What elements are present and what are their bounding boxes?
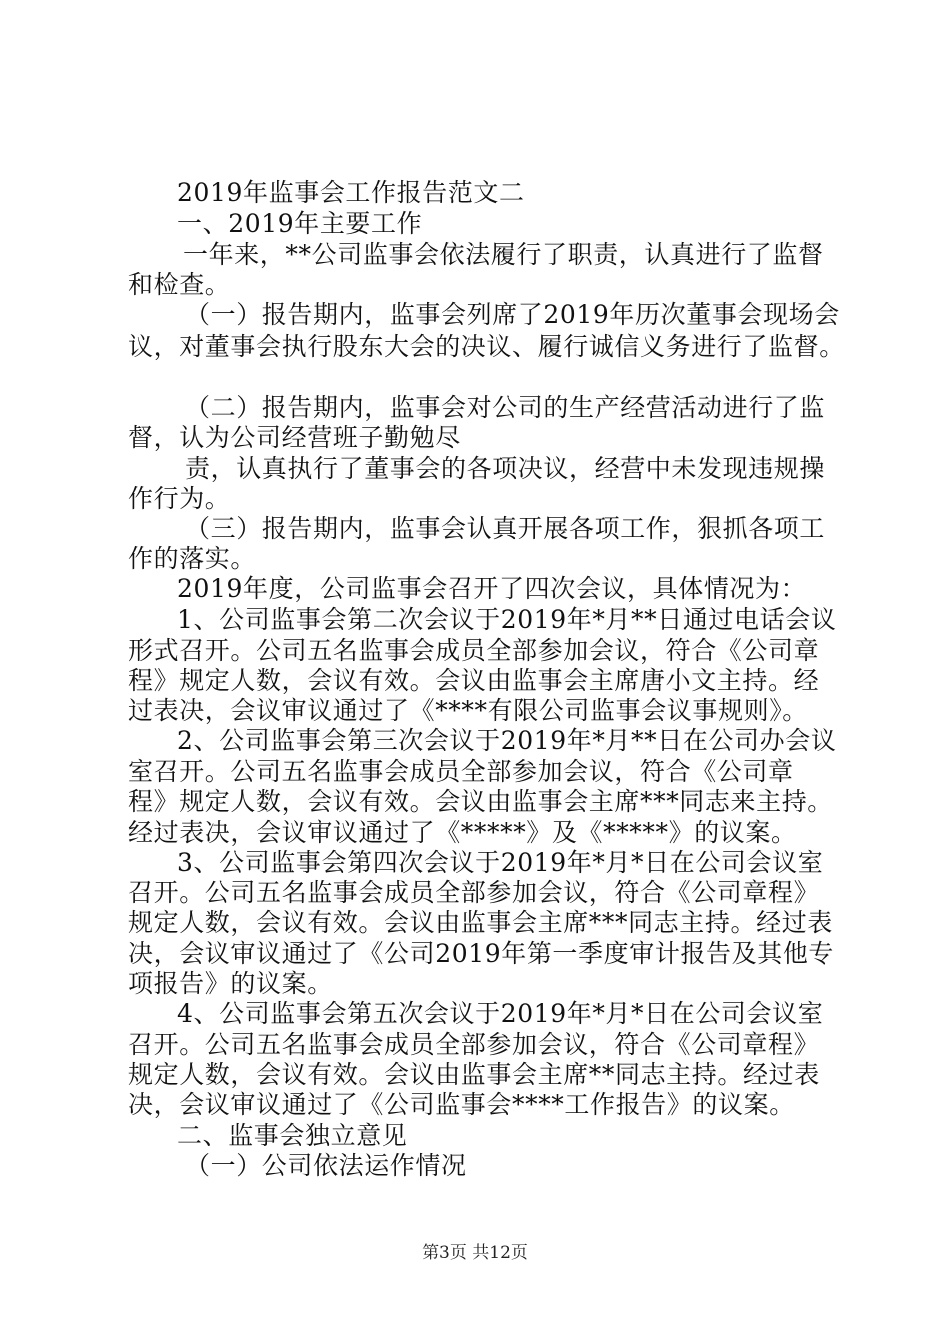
- paragraph-line: 规定人数，会议有效。会议由监事会主席***同志主持。经过表: [128, 908, 833, 937]
- paragraph-line: 召开。公司五名监事会成员全部参加会议，符合《公司章程》: [128, 878, 820, 907]
- paragraph-line: 召开。公司五名监事会成员全部参加会议，符合《公司章程》: [128, 1030, 820, 1059]
- paragraph-line: （三）报告期内，监事会认真开展各项工作，狠抓各项工: [185, 514, 826, 543]
- paragraph-line: 1、公司监事会第二次会议于2019年*月**日通过电话会议: [177, 605, 837, 634]
- heading-title: 2019年监事会工作报告范文二: [177, 178, 525, 207]
- paragraph-line: 决，会议审议通过了《公司监事会****工作报告》的议案。: [128, 1090, 795, 1119]
- paragraph-line: 规定人数，会议有效。会议由监事会主席**同志主持。经过表: [128, 1060, 820, 1089]
- paragraph-line: 和检查。: [128, 270, 231, 299]
- paragraph-line: 督，认为公司经营班子勤勉尽: [128, 423, 461, 452]
- paragraph-line: 一年来，**公司监事会依法履行了职责，认真进行了监督: [183, 240, 824, 269]
- subsection-heading: （一）公司依法运作情况: [185, 1151, 467, 1180]
- paragraph-line: 决，会议审议通过了《公司2019年第一季度审计报告及其他专: [128, 939, 835, 968]
- paragraph-line: 形式召开。公司五名监事会成员全部参加会议，符合《公司章: [128, 636, 820, 665]
- page-number-footer: 第3页 共12页: [422, 1243, 528, 1263]
- paragraph-line: 作行为。: [128, 484, 231, 513]
- paragraph-line: 4、公司监事会第五次会议于2019年*月*日在公司会议室: [177, 999, 824, 1028]
- paragraph-line: 2、公司监事会第三次会议于2019年*月**日在公司办会议: [177, 726, 837, 755]
- paragraph-line: 作的落实。: [128, 544, 257, 573]
- paragraph-line: 室召开。公司五名监事会成员全部参加会议，符合《公司章: [128, 757, 794, 786]
- paragraph-line: （二）报告期内，监事会对公司的生产经营活动进行了监: [185, 393, 826, 422]
- paragraph-line: （一）报告期内，监事会列席了2019年历次董事会现场会: [185, 300, 840, 329]
- paragraph-line: 责，认真执行了董事会的各项决议，经营中未发现违规操: [185, 454, 826, 483]
- section-heading-1: 一、2019年主要工作: [177, 209, 423, 238]
- section-heading-2: 二、监事会独立意见: [177, 1121, 408, 1150]
- paragraph-line: 经过表决，会议审议通过了《*****》及《*****》的议案。: [128, 818, 797, 847]
- paragraph-line: 过表决，会议审议通过了《****有限公司监事会议事规则》。: [128, 696, 808, 725]
- paragraph-line: 议，对董事会执行股东大会的决议、履行诚信义务进行了监督。: [128, 332, 845, 361]
- paragraph-line: 3、公司监事会第四次会议于2019年*月*日在公司会议室: [177, 848, 824, 877]
- paragraph-line: 2019年度，公司监事会召开了四次会议，具体情况为：: [177, 574, 807, 603]
- paragraph-line: 程》规定人数，会议有效。会议由监事会主席唐小文主持。经: [128, 666, 820, 695]
- paragraph-line: 程》规定人数，会议有效。会议由监事会主席***同志来主持。: [128, 787, 833, 816]
- paragraph-line: 项报告》的议案。: [128, 969, 333, 998]
